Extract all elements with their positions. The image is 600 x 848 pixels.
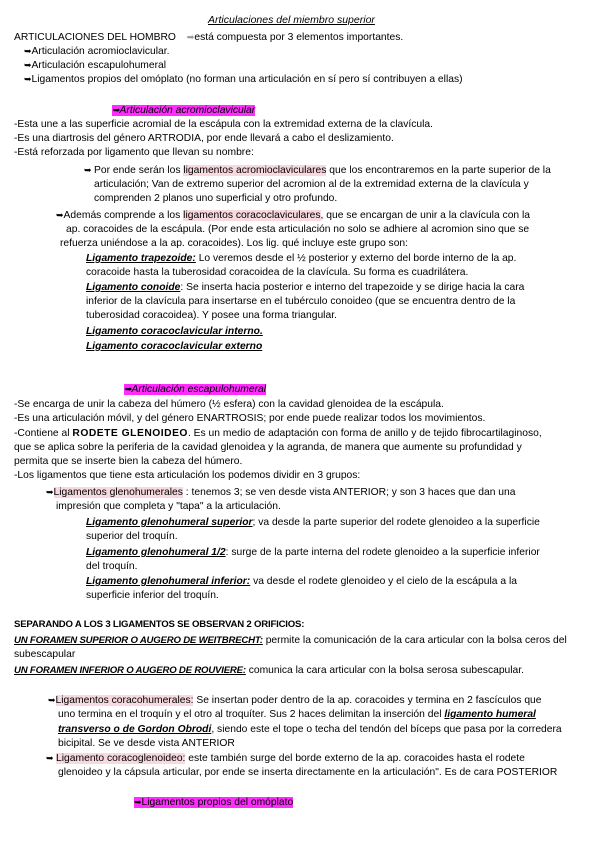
- lig-glenohumeral-medio: Ligamento glenohumeral 1/2: surge de la parte interna del rodete glenoideo a la superficie inferior: [86, 547, 540, 558]
- body-line: comprenden 2 planos uno superficial y otro profundo.: [94, 193, 338, 204]
- body-line: inferior de la clavícula para insertarse en el tubérculo conoideo (que se encuentra dentro de la: [86, 296, 516, 307]
- section-heading-acromio: ➥Articulación acromioclavicular: [112, 105, 256, 116]
- lig-trapezoide: Ligamento trapezoide: Lo veremos desde el ½ posterior y externo del borde interno de la ap.: [86, 253, 517, 264]
- body-line: -Contiene al RODETE GLENOIDEO. Es un medio de adaptación con forma de anillo y de tejido fibrocartilaginoso,: [14, 428, 542, 439]
- body-line: superficie inferior del troquín.: [86, 590, 219, 601]
- body-line: uno termina en el troquín y el otro al troquíter. Sus 2 haces delimitan la inserción del ligamento humeral: [58, 709, 536, 720]
- body-line: -Es una articulación móvil, y del género ENARTROSIS; por ende puede realizar todos los movimientos.: [14, 413, 486, 424]
- arrow-icon: ➥: [84, 165, 95, 175]
- arrow-icon: ➥: [24, 46, 32, 56]
- body-line: coracoide hasta la tuberosidad coracoidea de la clavícula. Su forma es cuadrilátera.: [86, 267, 469, 278]
- intro-heading-line: [14, 31, 403, 44]
- lig-coracoclavicular-externo: Ligamento coracoclavicular externo: [86, 341, 263, 352]
- body-line: subescapular: [14, 649, 76, 660]
- lig-coracoclavicular-interno: Ligamento coracoclavicular interno.: [86, 326, 263, 337]
- arrow-icon: ➥: [46, 753, 57, 763]
- arrow-icon: ➥: [112, 105, 120, 115]
- body-line: tuberosidad coracoidea). Y posee una forma triangular.: [86, 310, 337, 321]
- orificios-heading: SEPARANDO A LOS 3 LIGAMENTOS SE OBSERVAN 2 ORIFICIOS:: [14, 619, 305, 630]
- body-line: glenoideo y la cápsula articular, por ende se inserta directamente en la articulación". Es de cara POSTERIOR: [58, 767, 558, 778]
- body-line: que se aplica sobre la periferia de la cavidad glenoidea y la agranda, de manera que aumente su profundidad y: [14, 442, 522, 453]
- bullet-line: ➥ Por ende serán los ligamentos acromioclaviculares que los encontraremos en la parte superior de la: [84, 165, 551, 176]
- body-line: bicipital. Se ve desde vista ANTERIOR: [58, 738, 235, 749]
- lig-glenohumeral-superior: Ligamento glenohumeral superior; va desde la parte superior del rodete glenoideo a la superficie: [86, 517, 540, 528]
- arrow-icon: ➥: [24, 74, 32, 84]
- section-heading-escapulohumeral: ➥Articulación escapulohumeral: [124, 384, 267, 395]
- arrow-icon: ➥: [46, 487, 54, 497]
- lig-glenohumeral-inferior: Ligamento glenohumeral inferior: va desde el rodete glenoideo y el cielo de la escápula a la: [86, 576, 517, 587]
- body-line: refuerza uniéndose a la ap. coracoides). Los lig. qué incluye este grupo son:: [60, 238, 409, 249]
- arrow-icon: ➥: [124, 384, 132, 394]
- foramen-inferior: UN FORAMEN INFERIOR O AUGERO DE ROUVIERE: comunica la cara articular con la bolsa serosa subescapular.: [14, 665, 525, 676]
- body-line: ap. coracoides de la escápula. (Por ende esta articulación no solo se adhiere al acromion sino que se: [66, 224, 530, 235]
- body-line: superior del troquín.: [86, 531, 178, 542]
- foramen-superior: UN FORAMEN SUPERIOR O AUGERO DE WEITBRECHT: permite la comunicación de la cara articular con la bolsa ceros del: [14, 635, 567, 646]
- body-line: articulación; Van de extremo superior del acromion al de la extremidad externa de la clavícula y: [94, 179, 529, 190]
- intro-item: ➥Articulación acromioclavicular.: [24, 46, 170, 57]
- body-line: impresión que completa y "tapa" a la articulación.: [56, 501, 281, 512]
- arrow-icon: ➥: [134, 797, 142, 807]
- intro-item: ➥Articulación escapulohumeral: [24, 60, 167, 71]
- body-line: -Es una diartrosis del género ARTRODIA, por ende llevará a cabo el deslizamiento.: [14, 133, 394, 144]
- bullet-line: ➥ Ligamento coracoglenoideo: este también surge del borde externo de la ap. coracoides hasta el rodete: [46, 753, 525, 764]
- body-line: -Los ligamentos que tiene esta articulación los podemos dividir en 3 grupos:: [14, 470, 361, 481]
- body-line: -Está reforzada por ligamento que llevan su nombre:: [14, 147, 254, 158]
- arrow-icon: ➥: [48, 695, 56, 705]
- arrow-icon: ➥: [24, 60, 32, 70]
- bullet-line: ➥Ligamentos glenohumerales : tenemos 3; se ven desde vista ANTERIOR; y son 3 haces que dan una: [46, 487, 516, 498]
- body-line: -Esta une a las superficie acromial de la escápula con la extremidad externa de la clavícula.: [14, 119, 433, 130]
- bullet-line: ➥Ligamentos coracohumerales: Se insertan poder dentro de la ap. coracoides y termina en 2 fascículos que: [48, 695, 542, 706]
- arrow-icon: ➡: [186, 32, 195, 42]
- section-heading-propios: ➥Ligamentos propios del omóplato: [134, 797, 294, 808]
- lig-conoide: Ligamento conoide: Se inserta hacia posterior e interno del trapezoide y se dirige hacia la cara: [86, 282, 525, 293]
- body-line: transverso o de Gordon Obrodi, siendo este el tope o techa del tendón del bíceps que pasa por la corredera: [58, 724, 562, 735]
- arrow-icon: ➥: [56, 210, 64, 220]
- body-line: -Se encarga de unir la cabeza del húmero (½ esfera) con la cavidad glenoidea de la escápula.: [14, 399, 444, 410]
- intro-heading: ARTICULACIONES DEL HOMBRO: [14, 32, 176, 43]
- bullet-line: ➥Además comprende a los ligamentos coracoclaviculares, que se encargan de unir a la clavícula con la: [56, 210, 531, 221]
- body-line: del troquín.: [86, 561, 138, 572]
- intro-item: ➥Ligamentos propios del omóplato (no forman una articulación en sí pero sí contribuyen a ellas): [24, 74, 463, 85]
- page-title: Articulaciones del miembro superior: [208, 14, 375, 26]
- body-line: permita que se inserte bien la cabeza del húmero.: [14, 456, 243, 467]
- intro-heading-rest: está compuesta por 3 elementos importantes.: [194, 32, 404, 43]
